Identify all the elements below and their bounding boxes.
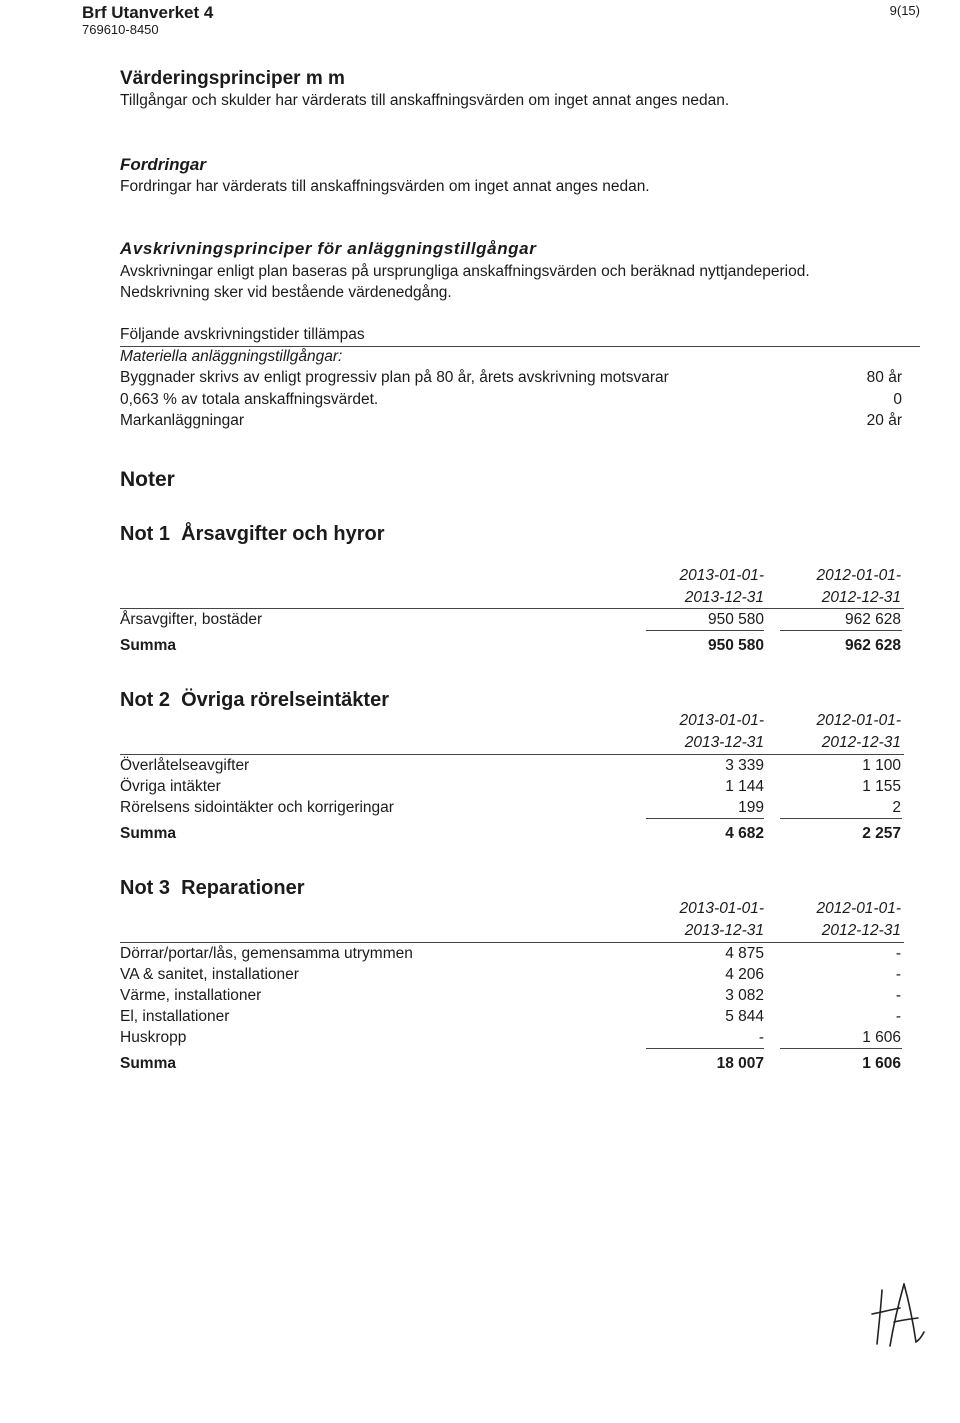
depreciation-text-2: Nedskrivning sker vid bestående värdenedgång. — [120, 284, 452, 301]
table-row-label: Årsavgifter, bostäder — [120, 611, 263, 628]
table-cell-current: - — [758, 1029, 764, 1046]
period-current-start: 2013-01-01- — [679, 712, 764, 729]
receivables-title: Fordringar — [120, 155, 206, 174]
sum-rule — [780, 630, 902, 631]
sum-label: Summa — [120, 825, 176, 842]
sum-rule — [646, 1048, 764, 1049]
depreciation-row-label: Markanläggningar — [120, 412, 245, 429]
period-previous-end: 2012-12-31 — [821, 589, 901, 606]
table-cell-previous: 1 606 — [862, 1029, 901, 1046]
period-current-end: 2013-12-31 — [684, 922, 764, 939]
depreciation-row-value: 20 år — [866, 412, 902, 429]
table-row-label: Övriga intäkter — [120, 778, 221, 795]
depreciation-title: Avskrivningsprinciper för anläggningstillgångar — [120, 239, 537, 258]
table-header-rule — [120, 942, 904, 943]
sum-current: 950 580 — [707, 637, 764, 654]
table-cell-previous: - — [895, 966, 901, 983]
table-row-label: Dörrar/portar/lås, gemensamma utrymmen — [120, 945, 413, 962]
valuation-title: Värderingsprinciper m m — [120, 68, 345, 89]
table-cell-current: 4 875 — [725, 945, 764, 962]
sum-rule — [780, 818, 902, 819]
sum-rule — [780, 1048, 902, 1049]
depreciation-row-value: 0 — [893, 391, 902, 408]
page-number: 9(15) — [889, 3, 920, 18]
period-previous-end: 2012-12-31 — [821, 922, 901, 939]
depreciation-row-value: 80 år — [866, 369, 902, 386]
table-row-label: El, installationer — [120, 1008, 230, 1025]
period-current-start: 2013-01-01- — [679, 900, 764, 917]
period-current-end: 2013-12-31 — [684, 589, 764, 606]
table-cell-current: 4 206 — [725, 966, 764, 983]
period-previous-start: 2012-01-01- — [816, 567, 901, 584]
note1-heading — [120, 523, 385, 546]
period-current-end: 2013-12-31 — [684, 734, 764, 751]
valuation-text: Tillgångar och skulder har värderats till anskaffningsvärden om inget annat anges nedan. — [120, 92, 730, 109]
table-header-rule — [120, 754, 904, 755]
table-cell-previous: - — [895, 1008, 901, 1025]
depreciation-subheading: Materiella anläggningstillgångar: — [120, 348, 343, 365]
table-cell-previous: 2 — [892, 799, 901, 816]
table-cell-current: 950 580 — [707, 611, 764, 628]
handwritten-initials-icon — [866, 1276, 930, 1356]
table-row-label: Värme, installationer — [120, 987, 262, 1004]
depreciation-text-1: Avskrivningar enligt plan baseras på ursprungliga anskaffningsvärden och beräknad nyttjandeperiod. — [120, 263, 810, 280]
notes-title: Noter — [120, 468, 175, 491]
note3-number: Not 3 — [120, 877, 170, 899]
sum-rule — [646, 630, 764, 631]
table-cell-current: 199 — [738, 799, 764, 816]
sum-current: 4 682 — [725, 825, 764, 842]
divider — [120, 346, 920, 347]
period-previous-end: 2012-12-31 — [821, 734, 901, 751]
note1-title: Årsavgifter och hyror — [181, 523, 385, 545]
sum-label: Summa — [120, 637, 176, 654]
depreciation-row-label: Byggnader skrivs av enligt progressiv plan på 80 år, årets avskrivning motsvarar — [120, 369, 669, 386]
table-cell-previous: - — [895, 945, 901, 962]
table-cell-current: 3 339 — [725, 757, 764, 774]
sum-current: 18 007 — [716, 1055, 764, 1072]
table-cell-previous: 962 628 — [844, 611, 901, 628]
period-previous-start: 2012-01-01- — [816, 712, 901, 729]
note2-heading — [120, 689, 389, 712]
table-cell-previous: 1 100 — [862, 757, 901, 774]
receivables-text: Fordringar har värderats till anskaffningsvärden om inget annat anges nedan. — [120, 178, 650, 195]
table-row-label: VA & sanitet, installationer — [120, 966, 299, 983]
table-row-label: Överlåtelseavgifter — [120, 757, 250, 774]
table-cell-previous: - — [895, 987, 901, 1004]
note3-heading — [120, 877, 305, 900]
sum-label: Summa — [120, 1055, 176, 1072]
sum-previous: 962 628 — [844, 637, 901, 654]
period-current-start: 2013-01-01- — [679, 567, 764, 584]
period-previous-start: 2012-01-01- — [816, 900, 901, 917]
table-header-rule — [120, 608, 904, 609]
note2-title: Övriga rörelseintäkter — [181, 689, 389, 711]
org-name: Brf Utanverket 4 — [82, 3, 214, 22]
sum-rule — [646, 818, 764, 819]
table-cell-current: 5 844 — [725, 1008, 764, 1025]
table-row-label: Rörelsens sidointäkter och korrigeringar — [120, 799, 394, 816]
depreciation-times-heading: Följande avskrivningstider tillämpas — [120, 326, 365, 343]
table-row-label: Huskropp — [120, 1029, 187, 1046]
note3-title: Reparationer — [181, 877, 305, 899]
sum-previous: 1 606 — [862, 1055, 901, 1072]
table-cell-current: 1 144 — [725, 778, 764, 795]
table-cell-current: 3 082 — [725, 987, 764, 1004]
note2-number: Not 2 — [120, 689, 170, 711]
sum-previous: 2 257 — [862, 825, 901, 842]
note1-number: Not 1 — [120, 523, 170, 545]
table-cell-previous: 1 155 — [862, 778, 901, 795]
depreciation-row-label: 0,663 % av totala anskaffningsvärdet. — [120, 391, 379, 408]
org-number: 769610-8450 — [82, 22, 159, 37]
